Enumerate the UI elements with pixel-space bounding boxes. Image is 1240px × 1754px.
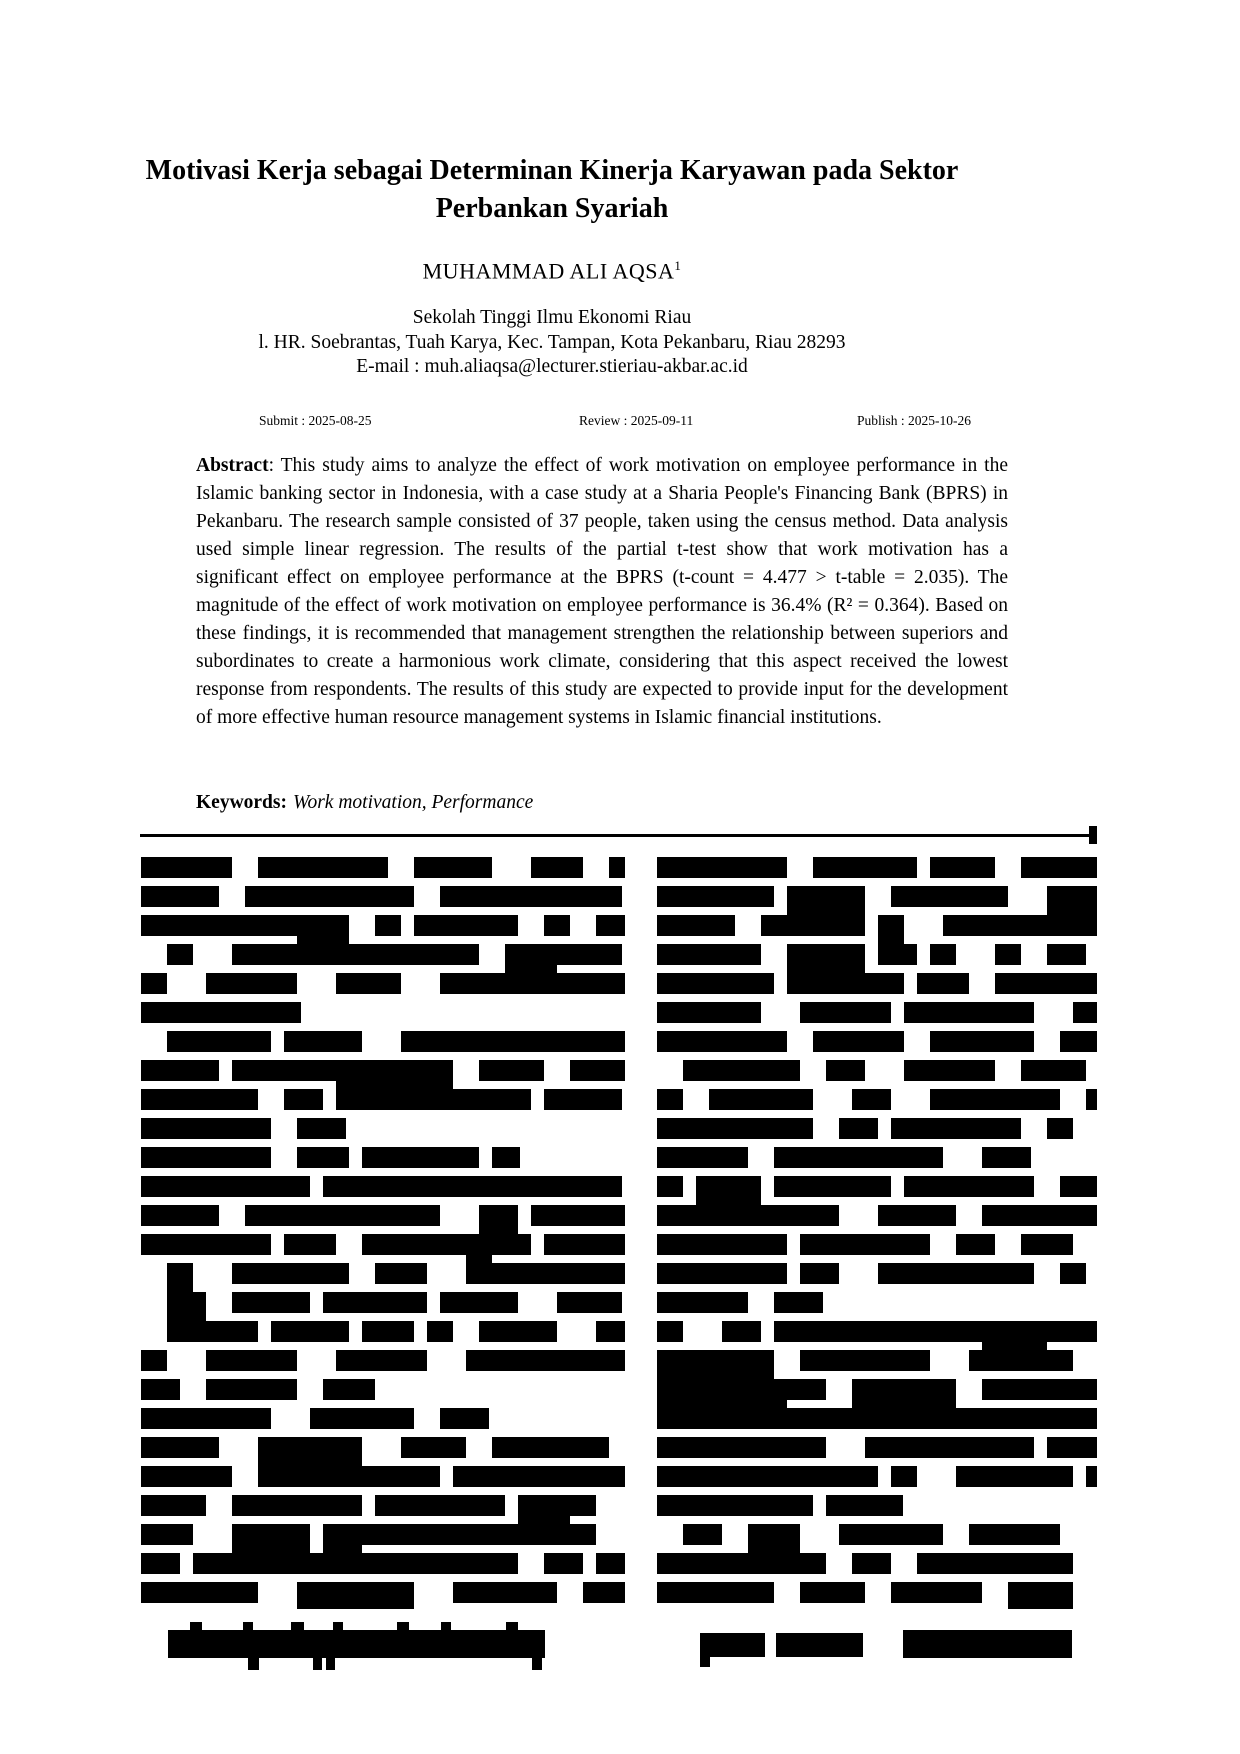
redaction-block: [333, 1622, 343, 1630]
redaction-block: [776, 1633, 863, 1657]
author-affiliation-mark: 1: [674, 258, 682, 273]
redaction-block: [313, 1658, 322, 1670]
redaction-block: [326, 1658, 335, 1670]
redaction-block: [700, 1633, 765, 1657]
keywords-value: Work motivation, Performance: [293, 792, 534, 813]
redaction-block: [532, 1658, 542, 1670]
redaction-block: [168, 1630, 545, 1658]
email-address: muh.aliaqsa@lecturer.stieriau-akbar.ac.id: [424, 356, 748, 377]
redaction-block: [506, 1622, 518, 1630]
redaction-block: [903, 1630, 1072, 1658]
author-name: MUHAMMAD ALI AQSA: [422, 258, 675, 284]
submit-date: Submit : 2025-08-25: [259, 413, 372, 428]
affiliation-institution: Sekolah Tinggi Ilmu Ekonomi Riau: [412, 307, 692, 328]
review-date: Review : 2025-09-11: [579, 413, 694, 428]
title-line-1: Motivasi Kerja sebagai Determinan Kinerja Karyawan pada Sektor: [145, 155, 959, 186]
redaction-block: [397, 1622, 409, 1630]
publish-date: Publish : 2025-10-26: [857, 413, 972, 428]
affiliation-address: l. HR. Soebrantas, Tuah Karya, Kec. Tampan, Kota Pekanbaru, Riau 28293: [258, 331, 846, 353]
title-line-2: Perbankan Syariah: [435, 193, 669, 224]
redaction-block: [291, 1622, 304, 1630]
redaction-block: [441, 1622, 451, 1630]
abstract-body: : This study aims to analyze the effect of work motivation on employee performance in the Islamic banking sector in Indonesia, with a case study at a Sharia People's Financing Bank (BPRS) in Pekanbaru. The research sample consisted of 37 people, taken using the census method. Data analysis used simple linear regression. The results of the partial t-test show that work motivation has a significant effect on employee performance at the BPRS (t-count = 4.477 > t-table = 2.035). The magnitude of the effect of work motivation on employee performance is 36.4% (R² = 0.364). Based on these findings, it is recommended that management strengthen the relationship between superiors and subordinates to create a harmonious work climate, considering that this aspect received the lowest response from respondents. The results of this study are expected to provide input for the development of more effective human resource management systems in Islamic financial institutions.: [196, 455, 1008, 728]
keywords-label: Keywords:: [196, 792, 287, 813]
redaction-block: [700, 1657, 710, 1667]
email-label: E-mail :: [356, 356, 425, 377]
redaction-block: [190, 1622, 202, 1630]
abstract-label: Abstract: [196, 455, 269, 476]
redaction-block: [248, 1658, 259, 1670]
redaction-block: [243, 1622, 253, 1630]
